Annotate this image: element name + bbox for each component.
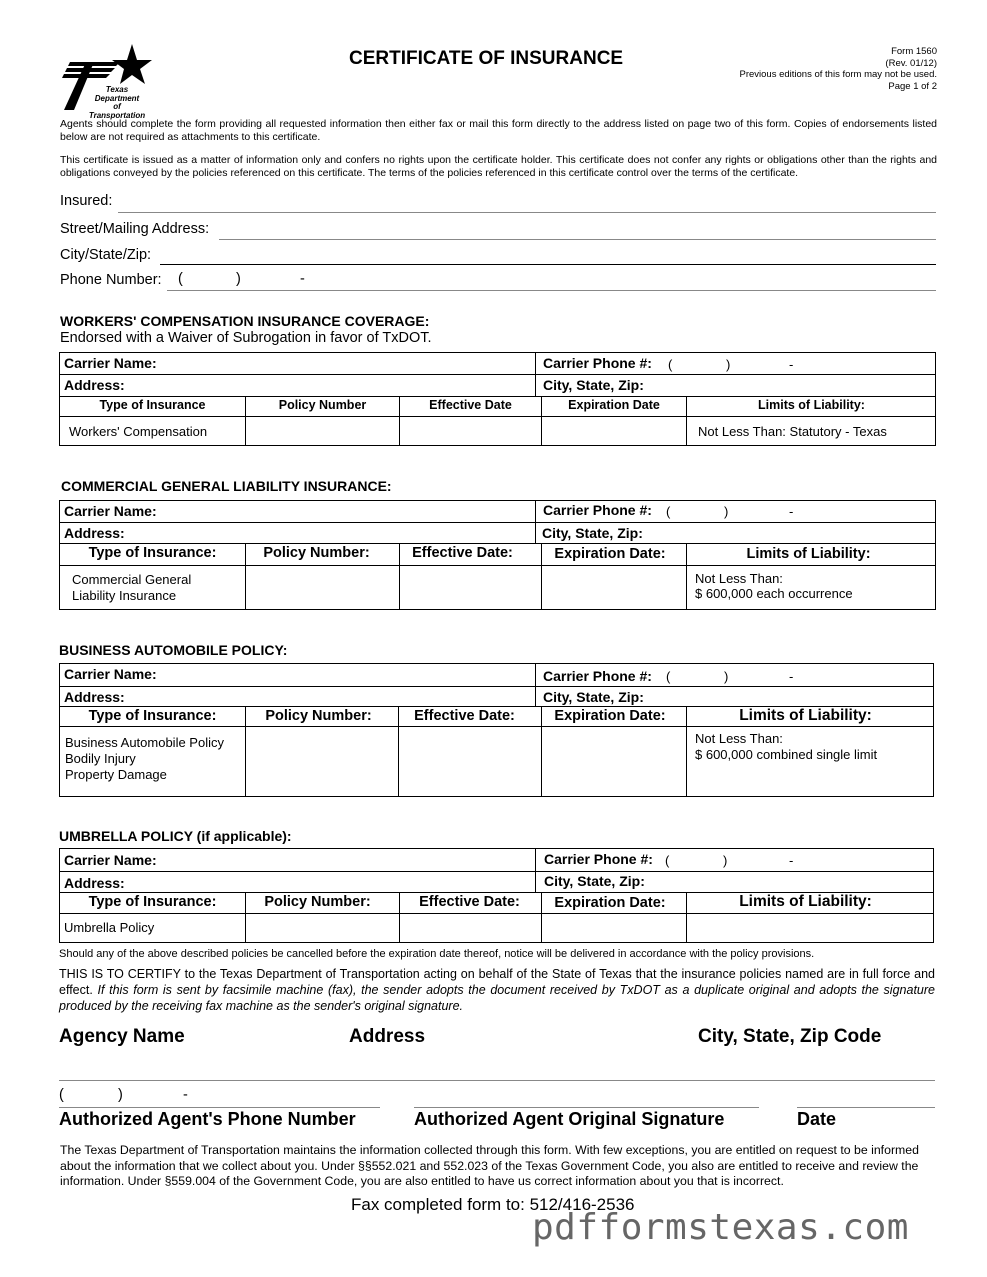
- auto-paren-open: (: [666, 669, 671, 684]
- umb-header-expiration: Expiration Date:: [554, 895, 666, 911]
- agency-address-label: Address: [349, 1026, 426, 1047]
- wc-address-label: Address:: [64, 377, 125, 393]
- workers-comp-subtitle: Endorsed with a Waiver of Subrogation in favor of TxDOT.: [60, 330, 432, 346]
- logo-text: Texas Department of Transportation: [88, 85, 146, 120]
- form-number: Form 1560: [891, 46, 937, 57]
- umb-paren-open: (: [665, 853, 670, 868]
- agent-phone-label: Authorized Agent's Phone Number: [59, 1109, 356, 1129]
- wc-carrier-phone-label: Carrier Phone #:: [543, 355, 652, 371]
- gl-paren-open: (: [666, 504, 671, 519]
- wc-header-effective: Effective Date: [429, 398, 512, 412]
- wc-header-policy: Policy Number: [278, 398, 367, 412]
- auto-limits-value: Not Less Than: $ 600,000 combined single limit: [695, 731, 878, 762]
- agent-phone-paren-open: (: [59, 1087, 64, 1103]
- gl-header-type: Type of Insurance:: [88, 545, 217, 561]
- auto-dash: -: [789, 669, 794, 684]
- privacy-notice: The Texas Department of Transportation maintains the information collected through this form. With few exceptions, you are entitled on request to be informed about the information that we collect about you. Under §§552.021 and 552.023 of the Texas Government Code, you also are entitled to receive and review the information. Under §559.004 of the Government Code, you are also entitled to have us correct information about you that is incorrect.: [60, 1143, 919, 1188]
- phone-dash: -: [300, 271, 305, 287]
- insured-field[interactable]: [118, 212, 936, 213]
- agent-phone-dash: -: [183, 1087, 188, 1103]
- umb-header-type: Type of Insurance:: [88, 894, 217, 910]
- wc-dash: -: [789, 357, 794, 372]
- gl-address-label: Address:: [64, 525, 125, 541]
- gl-limits-value: Not Less Than: $ 600,000 each occurrence: [695, 571, 853, 601]
- street-address-label: Street/Mailing Address:: [60, 221, 210, 237]
- gl-header-limits: Limits of Liability:: [746, 546, 871, 562]
- agency-info-field[interactable]: [59, 1080, 935, 1081]
- gl-header-effective: Effective Date:: [412, 545, 513, 561]
- cancellation-notice: Should any of the above described policies be cancelled before the expiration date thereof, notice will be delivered in accordance with the policy provisions.: [59, 948, 815, 960]
- auto-carrier-phone-label: Carrier Phone #:: [543, 668, 652, 684]
- page-number: Page 1 of 2: [888, 80, 937, 92]
- wc-carrier-name-label: Carrier Name:: [64, 355, 157, 371]
- auto-header-type: Type of Insurance:: [88, 708, 217, 724]
- umb-header-policy: Policy Number:: [264, 894, 371, 910]
- phone-number-field[interactable]: [167, 290, 936, 291]
- gl-type-value: Commercial General Liability Insurance: [72, 572, 192, 603]
- city-state-zip-field[interactable]: [160, 264, 936, 265]
- umb-dash: -: [789, 853, 794, 868]
- wc-type-value: Workers' Compensation: [69, 424, 208, 439]
- wc-paren-open: (: [668, 357, 673, 372]
- umb-carrier-phone-label: Carrier Phone #:: [544, 851, 653, 867]
- umb-carrier-name-label: Carrier Name:: [64, 852, 157, 868]
- agency-city-label: City, State, Zip Code: [698, 1026, 882, 1047]
- auto-type-value: Business Automobile Policy Bodily Injury Property Damage: [65, 735, 224, 782]
- auto-header-expiration: Expiration Date:: [554, 708, 666, 724]
- umb-header-effective: Effective Date:: [419, 894, 520, 910]
- gl-carrier-name-label: Carrier Name:: [64, 503, 157, 519]
- watermark: pdfformstexas.com: [532, 1207, 909, 1248]
- agent-phone-paren-close: ): [118, 1087, 123, 1103]
- agent-signature-label: Authorized Agent Original Signature: [414, 1109, 725, 1129]
- gl-paren-close: ): [724, 504, 729, 519]
- wc-paren-close: ): [726, 357, 731, 372]
- page-title: CERTIFICATE OF INSURANCE: [349, 48, 624, 69]
- city-state-zip-label: City/State/Zip:: [60, 247, 152, 263]
- certification-statement: THIS IS TO CERTIFY to the Texas Department of Transportation acting on behalf of the State of Texas that the insurance policies named are in full force and effect. If this form is sent by facsimile machine (fax), the sender adopts the document received by TxDOT as a duplicate original and adopts the signature produced by the receiving fax machine as the sender's original signature.: [59, 967, 935, 1013]
- form-revision: (Rev. 01/12): [885, 57, 937, 69]
- umb-header-limits: Limits of Liability:: [739, 893, 872, 910]
- fax-instruction: Fax completed form to: 512/416-2536: [351, 1195, 635, 1214]
- wc-header-type: Type of Insurance: [99, 398, 206, 412]
- umb-address-label: Address:: [64, 875, 125, 891]
- intro-paragraph-1: Agents should complete the form providing all requested information then either fax or mail this form directly to the address listed on page two of this form. Copies of endorsements listed below are not required as attachments to this certificate.: [60, 118, 937, 143]
- agent-phone-field[interactable]: [59, 1107, 380, 1108]
- phone-paren-open: (: [178, 271, 183, 287]
- wc-limits-value: Not Less Than: Statutory - Texas: [698, 424, 887, 439]
- intro-paragraph-2: This certificate is issued as a matter of information only and confers no rights upon the certificate holder. This certificate does not confer any rights or obligations other than the rights and obligations conveyed by the policies referenced on this certificate. The terms of the policies referenced in this certificate control over the terms of the certificate.: [60, 154, 937, 179]
- umbrella-policy-title: UMBRELLA POLICY (if applicable):: [59, 828, 292, 844]
- wc-header-limits: Limits of Liability:: [758, 398, 865, 412]
- insured-label: Insured:: [60, 193, 113, 209]
- auto-header-effective: Effective Date:: [414, 708, 515, 724]
- auto-address-label: Address:: [64, 689, 125, 705]
- street-address-field[interactable]: [219, 239, 936, 240]
- date-label: Date: [797, 1109, 837, 1129]
- wc-header-expiration: Expiration Date: [568, 398, 660, 412]
- agency-name-label: Agency Name: [59, 1026, 185, 1047]
- date-field[interactable]: [797, 1107, 935, 1108]
- workers-comp-title: WORKERS' COMPENSATION INSURANCE COVERAGE:: [60, 313, 430, 329]
- auto-header-limits: Limits of Liability:: [739, 707, 872, 724]
- auto-policy-title: BUSINESS AUTOMOBILE POLICY:: [59, 642, 288, 658]
- phone-number-label: Phone Number:: [60, 272, 162, 288]
- general-liability-title: COMMERCIAL GENERAL LIABILITY INSURANCE:: [61, 478, 392, 494]
- gl-city-label: City, State, Zip:: [542, 525, 643, 541]
- gl-header-expiration: Expiration Date:: [554, 546, 666, 562]
- auto-carrier-name-label: Carrier Name:: [64, 666, 157, 682]
- form-info: [740, 46, 938, 92]
- auto-paren-close: ): [724, 669, 729, 684]
- umb-city-label: City, State, Zip:: [544, 873, 645, 889]
- wc-city-label: City, State, Zip:: [543, 377, 644, 393]
- umb-paren-close: ): [723, 853, 728, 868]
- auto-city-label: City, State, Zip:: [543, 689, 644, 705]
- phone-paren-close: ): [236, 271, 241, 287]
- gl-dash: -: [789, 504, 794, 519]
- prev-editions-note: Previous editions of this form may not be used.: [739, 69, 937, 80]
- gl-header-policy: Policy Number:: [263, 545, 370, 561]
- gl-carrier-phone-label: Carrier Phone #:: [543, 502, 652, 518]
- auto-header-policy: Policy Number:: [265, 708, 372, 724]
- agent-signature-field[interactable]: [414, 1107, 759, 1108]
- umb-type-value: Umbrella Policy: [64, 920, 155, 935]
